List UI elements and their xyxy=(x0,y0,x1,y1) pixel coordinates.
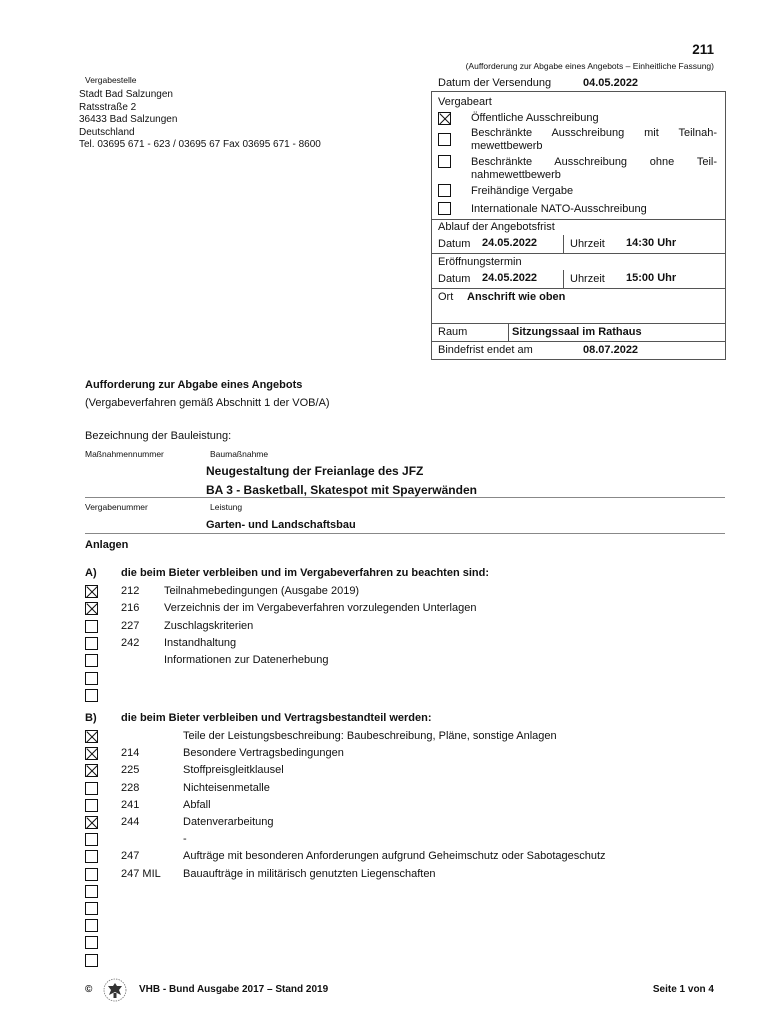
attachment-checkbox[interactable] xyxy=(85,850,98,863)
attachment-number: 247 MIL xyxy=(121,867,161,880)
attachment-number: 216 xyxy=(121,602,140,615)
procedure-negotiated-label: Freihändige Vergabe xyxy=(471,185,574,197)
divider xyxy=(431,253,726,254)
attachment-text: Informationen zur Datenerhebung xyxy=(164,654,329,667)
attachment-number: 212 xyxy=(121,585,140,597)
attachment-number: 225 xyxy=(121,764,140,777)
form-subtitle: (Aufforderung zur Abgabe eines Angebots – Einheitliche Fassung) xyxy=(465,61,714,71)
divider xyxy=(563,270,564,288)
measure-title-line1: Neugestaltung der Freianlage des JFZ xyxy=(206,464,424,478)
attachment-text: Instandhaltung xyxy=(164,636,237,649)
attachment-text: Verzeichnis der im Vergabeverfahren vorzulegenden Unterlagen xyxy=(164,602,477,615)
attachment-text: Datenverarbeitung xyxy=(183,816,274,828)
procedure-nato-label: Internationale NATO-Ausschreibung xyxy=(471,203,647,215)
attachment-text: Nichteisenmetalle xyxy=(183,781,270,794)
deadline-label: Ablauf der Angebotsfrist xyxy=(438,221,555,233)
attachment-checkbox[interactable] xyxy=(85,620,98,633)
section-a-heading: die beim Bieter verbleiben und im Vergabeverfahren zu beachten sind: xyxy=(121,567,489,579)
authority-line: Deutschland xyxy=(79,126,135,138)
attachment-checkbox[interactable] xyxy=(85,585,98,598)
place-value: Anschrift wie oben xyxy=(467,291,566,303)
attachment-text: Teilnahmebedingungen (Ausgabe 2019) xyxy=(164,585,360,597)
attachment-checkbox[interactable] xyxy=(85,954,98,967)
authority-label: Vergabestelle xyxy=(85,75,137,85)
attachment-checkbox[interactable] xyxy=(85,672,98,685)
attachment-checkbox[interactable] xyxy=(85,919,98,932)
document-subtitle: (Vergabeverfahren gemäß Abschnitt 1 der VOB/A) xyxy=(85,397,330,409)
deadline-time: 14:30 Uhr xyxy=(626,237,677,249)
divider xyxy=(85,533,725,534)
opening-label: Eröffnungstermin xyxy=(438,256,522,268)
divider xyxy=(85,497,725,498)
binding-period-label: Bindefrist endet am xyxy=(438,344,533,356)
procedure-type-label: Vergabeart xyxy=(438,96,492,108)
section-a-letter: A) xyxy=(85,567,97,579)
footer-page-number: Seite 1 von 4 xyxy=(652,984,714,995)
attachment-text: Besondere Vertragsbedingungen xyxy=(183,747,344,760)
divider xyxy=(431,341,726,342)
room-value: Sitzungssaal im Rathaus xyxy=(512,326,642,338)
procurement-number-label: Vergabenummer xyxy=(85,502,148,512)
place-label: Ort xyxy=(438,291,454,303)
federal-eagle-icon xyxy=(103,978,127,1002)
section-b-heading: die beim Bieter verbleiben und Vertragsbestandteil werden: xyxy=(121,712,432,724)
service-label: Leistung xyxy=(210,502,243,512)
attachment-checkbox[interactable] xyxy=(85,816,98,829)
attachment-number: 247 xyxy=(121,850,140,863)
opening-time-label: Uhrzeit xyxy=(570,273,605,285)
authority-address xyxy=(79,89,321,152)
dispatch-date: 04.05.2022 xyxy=(583,77,639,89)
attachment-checkbox[interactable] xyxy=(85,764,98,777)
opening-date-label: Datum xyxy=(438,273,471,285)
attachment-text: Bauaufträge in militärisch genutzten Liegenschaften xyxy=(183,867,436,880)
divider xyxy=(563,235,564,253)
footer-edition: VHB - Bund Ausgabe 2017 – Stand 2019 xyxy=(139,984,329,995)
copyright-symbol: © xyxy=(85,984,93,995)
dispatch-label: Datum der Versendung xyxy=(438,77,552,89)
attachment-checkbox[interactable] xyxy=(85,730,98,743)
divider xyxy=(431,219,726,220)
option-line: Beschränkte Ausschreibung ohne Teil- xyxy=(471,156,717,168)
procedure-restricted-no-competition-label xyxy=(471,156,717,182)
deadline-date: 24.05.2022 xyxy=(482,237,538,249)
attachment-number: 214 xyxy=(121,747,140,760)
deadline-time-label: Uhrzeit xyxy=(570,238,605,250)
opening-date: 24.05.2022 xyxy=(482,272,538,284)
measure-title-line2: BA 3 - Basketball, Skatespot mit Spayerwänden xyxy=(206,483,477,497)
attachment-checkbox[interactable] xyxy=(85,602,98,615)
attachment-checkbox[interactable] xyxy=(85,747,98,760)
measure-label: Baumaßnahme xyxy=(210,449,269,459)
measure-number-label: Maßnahmennummer xyxy=(85,449,164,459)
attachment-text: Zuschlagskriterien xyxy=(164,619,254,632)
attachment-checkbox[interactable] xyxy=(85,799,98,812)
attachment-checkbox[interactable] xyxy=(85,936,98,949)
attachment-checkbox[interactable] xyxy=(85,868,98,881)
attachment-text: - xyxy=(183,833,187,846)
procedure-nato-checkbox[interactable] xyxy=(438,202,451,215)
procedure-restricted-competition-checkbox[interactable] xyxy=(438,133,451,146)
binding-period-date: 08.07.2022 xyxy=(583,344,639,356)
divider xyxy=(431,288,726,289)
work-label: Bezeichnung der Bauleistung: xyxy=(85,430,232,442)
form-number: 211 xyxy=(692,42,714,57)
procedure-open-checkbox[interactable] xyxy=(438,112,451,125)
authority-line: Stadt Bad Salzungen xyxy=(79,89,173,100)
section-b-letter: B) xyxy=(85,712,97,724)
attachment-text: Teile der Leistungsbeschreibung: Baubeschreibung, Pläne, sonstige Anlagen xyxy=(183,730,557,742)
document-title: Aufforderung zur Abgabe eines Angebots xyxy=(85,379,303,391)
option-line: nahmewettbewerb xyxy=(471,169,561,181)
opening-time: 15:00 Uhr xyxy=(626,272,677,284)
attachment-checkbox[interactable] xyxy=(85,885,98,898)
authority-line: Ratsstraße 2 xyxy=(79,101,137,113)
service-value: Garten- und Landschaftsbau xyxy=(206,519,356,531)
attachment-number: 242 xyxy=(121,636,140,649)
procedure-restricted-no-competition-checkbox[interactable] xyxy=(438,155,451,168)
room-label: Raum xyxy=(438,326,468,338)
procedure-restricted-competition-label xyxy=(471,127,717,153)
attachment-number: 227 xyxy=(121,619,140,632)
attachment-checkbox[interactable] xyxy=(85,833,98,846)
procedure-open-label: Öffentliche Ausschreibung xyxy=(471,112,599,124)
attachment-checkbox[interactable] xyxy=(85,654,98,667)
attachment-text: Abfall xyxy=(183,798,211,811)
attachment-checkbox[interactable] xyxy=(85,902,98,915)
attachment-text: Aufträge mit besonderen Anforderungen aufgrund Geheimschutz oder Sabotageschutz xyxy=(183,850,606,863)
authority-line: Tel. 03695 671 - 623 / 03695 67 Fax 03695 671 - 8600 xyxy=(79,139,321,150)
authority-line: 36433 Bad Salzungen xyxy=(79,114,178,125)
attachment-number: 241 xyxy=(121,798,140,811)
option-line: mewettbewerb xyxy=(471,140,543,152)
attachment-checkbox[interactable] xyxy=(85,689,98,702)
divider xyxy=(431,323,726,324)
deadline-date-label: Datum xyxy=(438,238,471,250)
attachment-text: Stoffpreisgleitklausel xyxy=(183,764,284,777)
attachments-label: Anlagen xyxy=(85,539,129,551)
attachment-number: 244 xyxy=(121,816,140,828)
attachment-checkbox[interactable] xyxy=(85,637,98,650)
attachment-number: 228 xyxy=(121,781,140,794)
procedure-negotiated-checkbox[interactable] xyxy=(438,184,451,197)
attachment-checkbox[interactable] xyxy=(85,782,98,795)
divider xyxy=(508,323,509,341)
option-line: Beschränkte Ausschreibung mit Teilnah- xyxy=(471,127,717,139)
